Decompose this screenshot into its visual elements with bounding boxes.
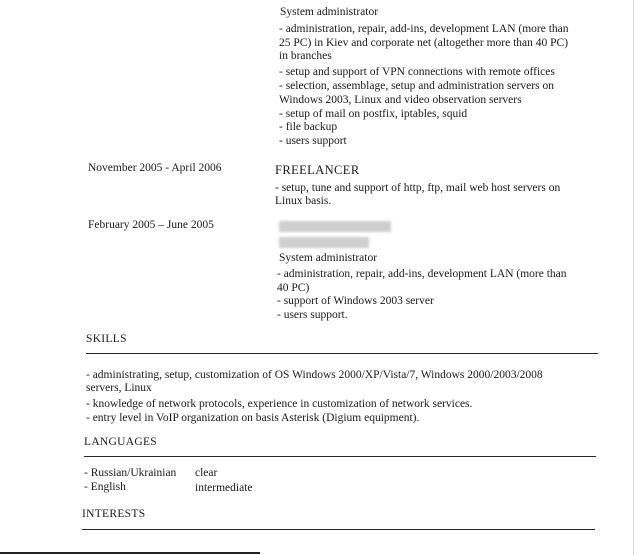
job1-line: - file backup <box>279 121 338 133</box>
redacted-company <box>279 221 391 232</box>
scan-edge <box>0 552 260 554</box>
language-level: intermediate <box>195 482 253 494</box>
job3-line: - users support. <box>277 309 348 321</box>
job1-line: in branches <box>279 50 332 62</box>
language-name: - Russian/Ukrainian <box>84 467 177 479</box>
language-level: clear <box>195 467 218 479</box>
job2-title: FREELANCER <box>275 163 360 177</box>
job1-line: Windows 2003, Linux and video observation servers <box>279 94 522 106</box>
languages-divider <box>84 456 596 457</box>
job1-line: - setup and support of VPN connections with remote offices <box>279 66 555 78</box>
job2-dates: November 2005 - April 2006 <box>88 162 222 174</box>
job1-line: - administration, repair, add-ins, development LAN (more than <box>279 23 569 35</box>
job3-title: System administrator <box>279 252 378 264</box>
languages-heading: LANGUAGES <box>84 436 157 448</box>
job1-line: - selection, assemblage, setup and administration servers on <box>279 80 554 92</box>
job3-dates: February 2005 – June 2005 <box>88 219 214 231</box>
job1-line: 25 PC) in Kiev and corporate net (altogether more than 40 PC) <box>279 37 569 49</box>
skills-line: - knowledge of network protocols, experience in customization of network services. <box>86 398 473 410</box>
skills-line: - entry level in VoIP organization on basis Asterisk (Digium equipment). <box>86 412 420 424</box>
job3-line: 40 PC) <box>277 282 310 294</box>
skills-heading: SKILLS <box>86 333 127 345</box>
job1-title: System administrator <box>280 6 379 18</box>
skills-line: servers, Linux <box>86 382 152 394</box>
language-name: - English <box>84 481 126 493</box>
job2-line: - setup, tune and support of http, ftp, mail web host servers on <box>275 182 561 194</box>
job2-line: Linux basis. <box>275 195 332 207</box>
job3-line: - support of Windows 2003 server <box>277 295 434 307</box>
job3-line: - administration, repair, add-ins, development LAN (more than <box>277 268 567 280</box>
scan-edge <box>633 0 634 555</box>
interests-divider <box>82 529 595 530</box>
job1-line: - users support <box>279 135 347 147</box>
skills-line: - administrating, setup, customization of OS Windows 2000/XP/Vista/7, Windows 2000/2003/2008 <box>86 369 543 381</box>
job1-line: - setup of mail on postfix, iptables, squid <box>279 108 468 120</box>
skills-divider <box>86 353 598 354</box>
interests-heading: INTERESTS <box>82 508 146 520</box>
redacted-company-detail <box>279 237 369 248</box>
